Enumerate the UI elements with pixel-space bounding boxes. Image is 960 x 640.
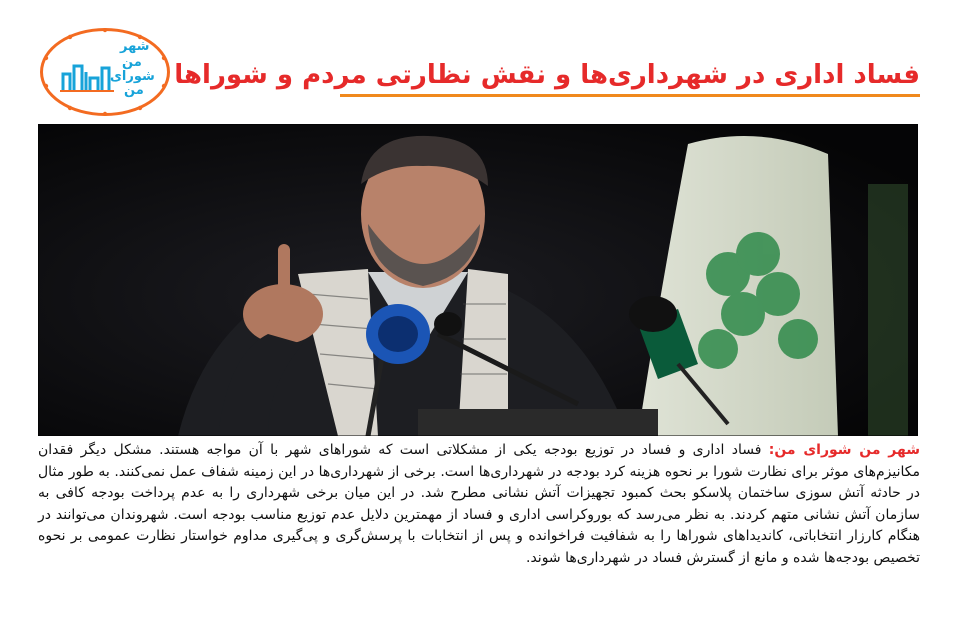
article-lead: شهر من شورای من:: [768, 442, 920, 458]
speaker-at-podium-photo: [38, 124, 918, 436]
article-body: [38, 440, 920, 636]
headline-text: فساد اداری در شهرداری‌ها و نقش نظارتی مردم و شوراها: [174, 60, 920, 90]
logo-text-man-bottom: من: [124, 83, 144, 98]
article-headline: [174, 58, 920, 102]
site-logo[interactable]: [40, 28, 172, 120]
city-skyline-icon: [60, 62, 114, 92]
headline-underline: [340, 94, 920, 97]
article-text: فساد اداری و فساد در توزیع بودجه یکی از مشکلاتی است که شوراهای شهر با آن مواجه هستند. مشکل دیگر فقدان مکانیزم‌های موثر برای نظارت شورا بر نحوه هزینه کرد بودجه در شهرداری‌ها است. برخی از شهرداری‌ها در این زمینه شفاف عمل نمی‌کنند. به طور مثال در حادثه آتش سوزی ساختمان پلاسکو بحث کمبود تجهیزات آتش نشانی مطرح شد. در این میان برخی شهرداری را به عدم پرداخت بودجه کافی به سازمان آتش نشانی متهم کردند. به نظر می‌رسد که بوروکراسی اداری و فساد از مهمترین دلایل عدم توزیع مناسب بودجه است. شهروندان می‌توانند در هنگام کارزار انتخاباتی، کاندیداهای شوراها را به شفافیت فراخوانده و پس از انتخابات با پرسش‌گری و پی‌گیری مداوم خواستار نظارت عمومی بر نحوه تخصیص بودجه‌ها شده و مانع از گسترش فساد در شهرداری‌ها شوند.: [38, 442, 920, 566]
article-photo: [38, 124, 918, 436]
logo-text-shoraye: شورای: [110, 69, 155, 84]
logo-text-shahr: شهر: [120, 39, 150, 54]
logo-text-man-top: من: [122, 55, 142, 70]
